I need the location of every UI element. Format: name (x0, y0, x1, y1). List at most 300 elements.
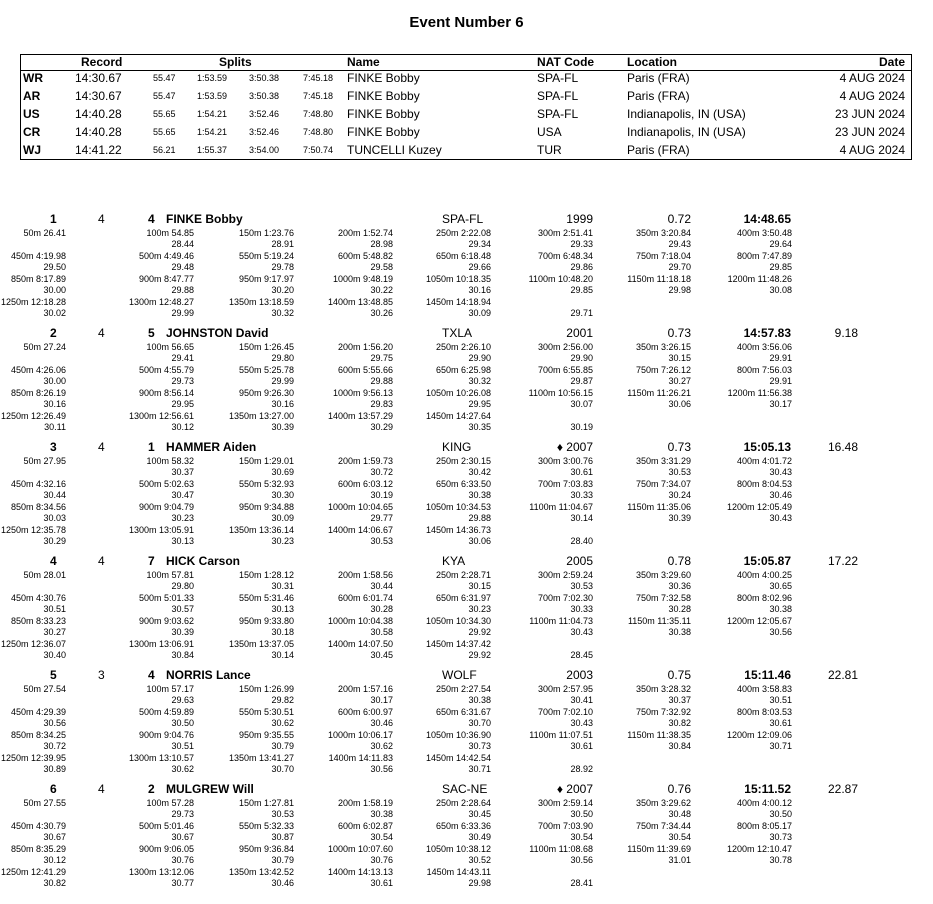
split-cumulative: 1450m 14:36.73 (425, 525, 491, 535)
split-cumulative: 450m 4:32.16 (10, 479, 66, 489)
split-cell (426, 753, 491, 775)
split-lap: 30.61 (769, 718, 792, 728)
record-name: FINKE Bobby (347, 107, 420, 121)
split-lap: 29.75 (370, 353, 393, 363)
split-50: 55.65 (153, 127, 176, 137)
split-cumulative: 1050m 10:36.90 (425, 730, 491, 740)
time-behind: 17.22 (827, 554, 858, 568)
split-cumulative: 300m 2:59.14 (537, 798, 593, 808)
split-lap: 30.08 (769, 285, 792, 295)
place: 3 (50, 440, 57, 454)
split-cell (426, 411, 491, 433)
header-nat: NAT Code (537, 55, 595, 69)
split-lap: 30.23 (271, 536, 294, 546)
split-lap: 30.09 (468, 308, 491, 318)
time-behind: 22.81 (827, 668, 858, 682)
split-lap: 29.86 (570, 262, 593, 272)
split-cell (737, 821, 792, 843)
split-cell (333, 274, 393, 296)
split-cell (436, 821, 491, 843)
split-cell (529, 616, 593, 638)
split-lap: 30.51 (43, 604, 66, 614)
split-lap: 30.27 (668, 376, 691, 386)
split-100: 1:55.37 (197, 145, 228, 155)
split-cumulative: 1250m 12:18.28 (0, 297, 66, 307)
final-time: 15:11.46 (744, 668, 791, 682)
result-entry (0, 326, 933, 440)
split-cumulative: 200m 1:56.20 (337, 342, 393, 352)
reaction-time: 0.78 (667, 554, 691, 568)
split-lap: 30.14 (570, 513, 593, 523)
split-cell (338, 570, 393, 592)
split-lap: 30.17 (370, 695, 393, 705)
split-cell (139, 388, 194, 410)
split-cell (737, 593, 792, 615)
split-lap: 30.52 (468, 855, 491, 865)
split-cell (328, 502, 393, 524)
split-lap: 30.49 (468, 832, 491, 842)
reaction-time: 0.76 (667, 782, 691, 796)
split-50: 55.65 (153, 109, 176, 119)
split-cumulative: 1100m 10:56.15 (528, 388, 593, 398)
split-cell (636, 479, 691, 501)
split-cell (11, 502, 66, 524)
split-cell (1, 639, 66, 661)
split-lap: 30.51 (769, 695, 792, 705)
split-lap: 28.44 (171, 239, 194, 249)
split-cell (146, 342, 194, 364)
header-date: Date (878, 55, 905, 69)
split-cumulative: 1250m 12:35.78 (0, 525, 66, 535)
split-cumulative: 1050m 10:34.53 (425, 502, 491, 512)
split-cumulative: 1350m 13:27.00 (228, 411, 294, 421)
split-lap: 30.13 (171, 536, 194, 546)
split-lap: 30.89 (43, 764, 66, 774)
split-cell (146, 570, 194, 592)
split-cell (229, 525, 294, 547)
split-lap: 30.53 (668, 467, 691, 477)
split-lap: 30.43 (769, 513, 792, 523)
split-cumulative: 450m 4:26.06 (10, 365, 66, 375)
split-cell (23, 684, 66, 706)
split-cell (627, 274, 691, 296)
split-cell (129, 297, 194, 319)
split-lap: 29.43 (668, 239, 691, 249)
split-cell (436, 342, 491, 364)
split-cumulative: 850m 8:33.23 (10, 616, 66, 626)
split-cumulative: 1000m 9:56.13 (332, 388, 393, 398)
split-cumulative: 250m 2:26.10 (435, 342, 491, 352)
split-lap: 30.73 (769, 832, 792, 842)
split-200: 3:52.46 (249, 127, 280, 137)
split-lap: 30.18 (271, 627, 294, 637)
split-cumulative: 1050m 10:18.35 (425, 274, 491, 284)
split-lap (23, 239, 66, 250)
split-cell (436, 798, 491, 820)
split-lap: 30.76 (370, 855, 393, 865)
split-cumulative: 1300m 12:48.27 (128, 297, 194, 307)
split-cumulative: 650m 6:18.48 (435, 251, 491, 261)
split-lap: 29.64 (769, 239, 792, 249)
split-cumulative: 1200m 11:48.26 (727, 274, 792, 284)
lane: 4 (148, 668, 155, 682)
split-lap: 29.48 (171, 262, 194, 272)
record-location: Paris (FRA) (627, 143, 690, 157)
split-lap: 29.73 (171, 376, 194, 386)
split-cumulative: 900m 8:56.14 (138, 388, 194, 398)
split-lap: 30.70 (271, 764, 294, 774)
split-lap: 30.19 (570, 422, 593, 432)
split-cell (146, 456, 194, 478)
split-lap: 30.65 (769, 581, 792, 591)
split-cumulative: 1100m 11:04.73 (529, 616, 593, 626)
split-cell (11, 274, 66, 296)
split-400: 7:48.80 (303, 127, 334, 137)
split-lap: 30.22 (370, 285, 393, 295)
split-lap (23, 353, 66, 364)
split-cumulative: 650m 6:33.50 (435, 479, 491, 489)
record-date: 4 AUG 2024 (839, 143, 905, 157)
split-cell (239, 730, 294, 752)
split-cell (737, 684, 792, 706)
team: SPA-FL (442, 212, 484, 226)
split-lap: 30.23 (468, 604, 491, 614)
split-cell (11, 365, 66, 387)
split-cell (636, 228, 691, 250)
split-lap: 29.91 (769, 376, 792, 386)
split-lap: 30.57 (171, 604, 194, 614)
split-lap: 30.47 (171, 490, 194, 500)
split-cumulative: 300m 2:51.41 (537, 228, 593, 238)
record-row (21, 143, 911, 161)
split-cumulative (570, 639, 593, 650)
split-cumulative: 50m 28.01 (23, 570, 66, 580)
split-cumulative: 450m 4:19.98 (10, 251, 66, 261)
split-cumulative: 650m 6:33.36 (435, 821, 491, 831)
swimmer-name: HAMMER Aiden (166, 440, 257, 454)
split-cell (538, 342, 593, 364)
split-cumulative: 1150m 11:39.69 (627, 844, 691, 854)
split-lap: 29.85 (769, 262, 792, 272)
split-lap: 30.03 (43, 513, 66, 523)
split-cell (11, 388, 66, 410)
split-cumulative: 400m 3:56.06 (736, 342, 792, 352)
split-cell (239, 707, 294, 729)
split-lap: 30.62 (171, 764, 194, 774)
split-cell (11, 479, 66, 501)
split-lap (23, 467, 66, 478)
split-cumulative: 1300m 13:05.91 (128, 525, 194, 535)
split-cell (570, 411, 593, 433)
lane: 7 (148, 554, 155, 568)
heat: 4 (98, 440, 105, 454)
split-cell (328, 844, 393, 866)
split-cell (636, 684, 691, 706)
split-cell (436, 684, 491, 706)
split-cell (737, 342, 792, 364)
split-cumulative: 1200m 12:05.67 (726, 616, 792, 626)
split-lap: 30.54 (370, 832, 393, 842)
split-lap: 30.45 (468, 809, 491, 819)
split-cell (636, 707, 691, 729)
split-cumulative: 1250m 12:39.95 (0, 753, 66, 763)
split-lap: 30.53 (570, 581, 593, 591)
split-cell (727, 730, 792, 752)
split-cell (538, 593, 593, 615)
split-cumulative: 350m 3:31.29 (635, 456, 691, 466)
split-cell (23, 456, 66, 478)
record-time: 14:30.67 (75, 89, 122, 103)
split-lap: 29.82 (271, 695, 294, 705)
place: 4 (50, 554, 57, 568)
split-lap: 30.62 (370, 741, 393, 751)
split-100: 1:53.59 (197, 73, 228, 83)
split-lap (23, 581, 66, 592)
split-cumulative: 150m 1:28.12 (238, 570, 294, 580)
split-lap: 30.13 (271, 604, 294, 614)
split-cell (328, 525, 393, 547)
split-lap: 30.67 (171, 832, 194, 842)
split-cumulative: 1450m 14:42.54 (425, 753, 491, 763)
split-cumulative: 1250m 12:26.49 (0, 411, 66, 421)
split-cell (727, 616, 792, 638)
split-cumulative: 150m 1:23.76 (238, 228, 294, 238)
split-cumulative: 200m 1:58.19 (337, 798, 393, 808)
split-cell (436, 707, 491, 729)
split-cumulative: 950m 9:35.55 (238, 730, 294, 740)
split-cell (239, 684, 294, 706)
split-cell (129, 867, 194, 889)
split-cell (11, 844, 66, 866)
split-cell (538, 479, 593, 501)
split-cell (436, 228, 491, 250)
split-cell (11, 730, 66, 752)
reaction-time: 0.73 (667, 440, 691, 454)
split-cell (538, 798, 593, 820)
split-lap: 30.26 (370, 308, 393, 318)
split-cumulative: 1350m 13:18.59 (228, 297, 294, 307)
split-cumulative: 450m 4:29.39 (10, 707, 66, 717)
time-behind: 9.18 (834, 326, 858, 340)
split-cell (239, 251, 294, 273)
split-cumulative: 150m 1:26.99 (238, 684, 294, 694)
split-lap: 29.77 (370, 513, 393, 523)
split-cell (570, 867, 593, 889)
split-cell (139, 844, 194, 866)
split-cumulative: 650m 6:31.97 (435, 593, 491, 603)
split-cumulative: 650m 6:25.98 (435, 365, 491, 375)
split-cumulative: 1200m 12:05.49 (726, 502, 792, 512)
split-cumulative: 750m 7:32.92 (635, 707, 691, 717)
split-lap: 29.95 (171, 399, 194, 409)
split-lap: 29.90 (570, 353, 593, 363)
split-cumulative: 400m 3:58.83 (736, 684, 792, 694)
split-lap: 30.06 (668, 399, 691, 409)
split-lap: 29.70 (668, 262, 691, 272)
split-cumulative: 450m 4:30.76 (10, 593, 66, 603)
lane: 5 (148, 326, 155, 340)
split-lap: 30.56 (570, 855, 593, 865)
split-lap: 30.53 (370, 536, 393, 546)
split-lap: 28.41 (570, 878, 593, 888)
split-lap: 30.37 (668, 695, 691, 705)
split-cell (426, 844, 491, 866)
result-header (0, 554, 933, 569)
split-lap: 30.40 (43, 650, 66, 660)
split-cumulative: 550m 5:19.24 (238, 251, 294, 261)
split-lap: 30.15 (468, 581, 491, 591)
split-cumulative: 350m 3:29.60 (635, 570, 691, 580)
split-cumulative: 950m 9:34.88 (238, 502, 294, 512)
split-cumulative: 350m 3:29.62 (635, 798, 691, 808)
record-nat: USA (537, 125, 562, 139)
split-cell (129, 525, 194, 547)
record-nat: SPA-FL (537, 89, 579, 103)
record-row (21, 125, 911, 143)
split-cell (728, 388, 792, 410)
split-cumulative: 1100m 11:08.68 (529, 844, 593, 854)
split-cumulative: 100m 58.32 (146, 456, 194, 466)
split-cumulative: 1100m 11:07.51 (529, 730, 593, 740)
split-cell (329, 753, 393, 775)
split-lap: 30.31 (271, 581, 294, 591)
split-cell (426, 525, 491, 547)
split-lap: 30.35 (468, 422, 491, 432)
split-cell (239, 798, 294, 820)
split-cumulative: 600m 6:02.87 (337, 821, 393, 831)
split-cell (426, 274, 491, 296)
results-list (0, 212, 933, 902)
split-cumulative: 1150m 11:26.21 (627, 388, 691, 398)
split-lap: 30.41 (570, 695, 593, 705)
split-cell (1, 753, 66, 775)
split-lap: 30.70 (468, 718, 491, 728)
split-cell (426, 388, 491, 410)
split-cell (538, 456, 593, 478)
split-lap: 28.40 (570, 536, 593, 546)
split-cumulative: 550m 5:25.78 (238, 365, 294, 375)
split-cell (239, 570, 294, 592)
split-lap: 29.88 (171, 285, 194, 295)
split-cell (737, 365, 792, 387)
split-lap: 30.38 (370, 809, 393, 819)
split-cell (538, 707, 593, 729)
record-code: CR (23, 125, 41, 139)
birth-year: ♦ 2007 (556, 440, 593, 454)
split-cell (139, 593, 194, 615)
split-cumulative: 500m 4:49.46 (138, 251, 194, 261)
split-lap: 30.79 (271, 855, 294, 865)
record-time: 14:40.28 (75, 125, 122, 139)
split-cumulative: 100m 57.17 (146, 684, 194, 694)
split-lap: 29.50 (43, 262, 66, 272)
split-cell (229, 753, 294, 775)
split-cumulative: 700m 7:02.10 (537, 707, 593, 717)
split-cell (426, 639, 491, 661)
split-cell (436, 365, 491, 387)
split-lap: 30.46 (769, 490, 792, 500)
split-cell (627, 502, 691, 524)
split-50: 55.47 (153, 73, 176, 83)
split-cumulative: 1000m 9:48.19 (332, 274, 393, 284)
split-cumulative: 1450m 14:18.94 (425, 297, 491, 307)
split-cell (426, 616, 491, 638)
split-cumulative (570, 297, 593, 308)
split-cell (570, 753, 593, 775)
split-cumulative: 200m 1:59.73 (337, 456, 393, 466)
split-lap: 30.71 (769, 741, 792, 751)
split-cumulative: 250m 2:27.54 (435, 684, 491, 694)
time-behind: 22.87 (827, 782, 858, 796)
heat: 4 (98, 782, 105, 796)
split-cell (239, 456, 294, 478)
split-cell (229, 639, 294, 661)
split-cumulative: 350m 3:26.15 (635, 342, 691, 352)
split-cell (129, 639, 194, 661)
split-cumulative (570, 525, 593, 536)
split-lap: 30.54 (668, 832, 691, 842)
split-cell (538, 684, 593, 706)
record-name: FINKE Bobby (347, 89, 420, 103)
split-cumulative: 1000m 10:04.65 (327, 502, 393, 512)
split-cumulative: 950m 9:17.97 (238, 274, 294, 284)
split-cumulative: 650m 6:31.67 (435, 707, 491, 717)
lane: 2 (148, 782, 155, 796)
split-100: 1:53.59 (197, 91, 228, 101)
split-cumulative: 1350m 13:36.14 (228, 525, 294, 535)
split-lap: 30.44 (43, 490, 66, 500)
split-cell (636, 570, 691, 592)
split-cumulative: 800m 8:05.17 (736, 821, 792, 831)
split-cell (627, 730, 691, 752)
split-cumulative: 850m 8:17.89 (10, 274, 66, 284)
record-row (21, 71, 911, 89)
split-cumulative: 1200m 11:56.38 (727, 388, 792, 398)
record-location: Paris (FRA) (627, 71, 690, 85)
split-cumulative: 200m 1:58.56 (337, 570, 393, 580)
split-cell (239, 274, 294, 296)
split-cell (139, 502, 194, 524)
split-cell (239, 616, 294, 638)
split-cumulative: 500m 5:01.33 (138, 593, 194, 603)
split-lap: 30.48 (668, 809, 691, 819)
split-lap: 30.33 (570, 604, 593, 614)
split-lap: 29.99 (171, 308, 194, 318)
heat: 4 (98, 554, 105, 568)
split-cumulative: 950m 9:36.84 (238, 844, 294, 854)
split-cell (129, 753, 194, 775)
split-cell (239, 365, 294, 387)
split-lap: 30.43 (769, 467, 792, 477)
split-cumulative: 500m 5:02.63 (138, 479, 194, 489)
team: TXLA (442, 326, 473, 340)
split-cell (139, 730, 194, 752)
split-lap: 30.38 (769, 604, 792, 614)
split-lap (23, 809, 66, 820)
split-cell (1, 297, 66, 319)
heat: 3 (98, 668, 105, 682)
split-cell (529, 274, 593, 296)
split-cumulative: 850m 8:35.29 (10, 844, 66, 854)
split-lap: 30.17 (769, 399, 792, 409)
result-header (0, 326, 933, 341)
split-lap: 29.91 (769, 353, 792, 363)
team: KYA (442, 554, 466, 568)
split-lap: 30.67 (43, 832, 66, 842)
split-lap: 30.38 (468, 695, 491, 705)
split-cumulative: 150m 1:27.81 (238, 798, 294, 808)
split-lap: 30.11 (44, 422, 66, 432)
